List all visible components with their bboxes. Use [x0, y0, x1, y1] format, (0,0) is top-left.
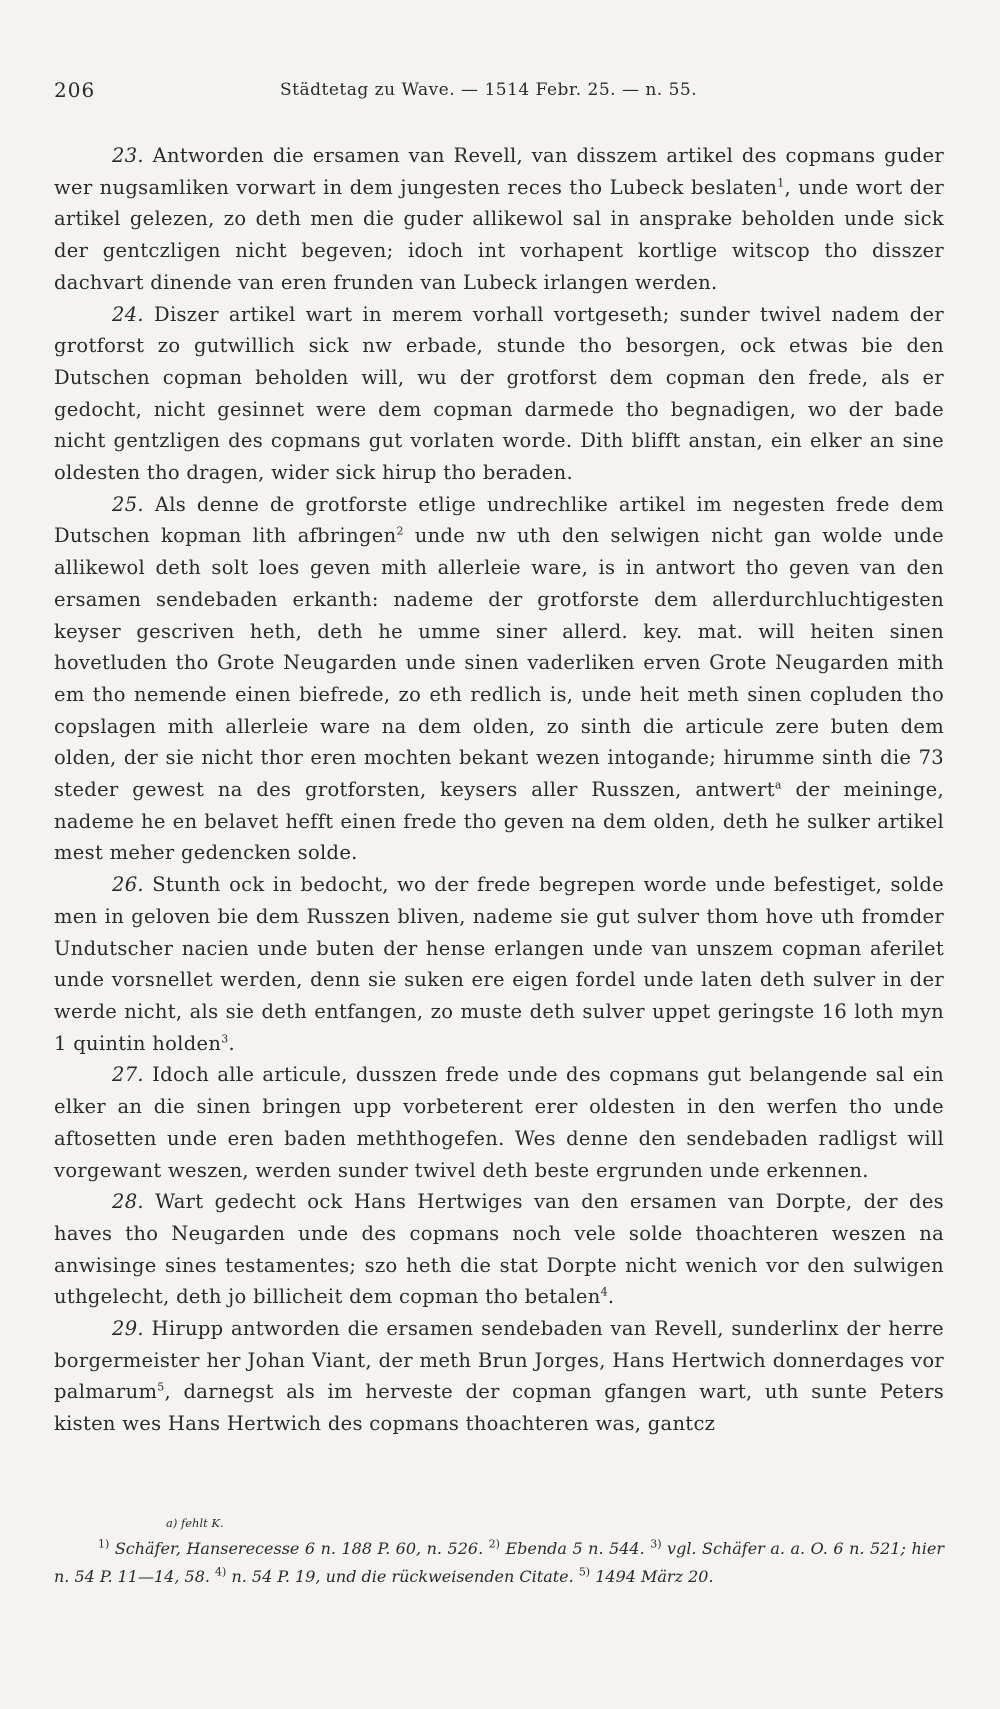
footnote-text: n. 54 P. 19, und die rückweisenden Citate.	[231, 1567, 579, 1586]
paragraph-text: Hirupp antworden die ersamen sendebaden van Revell, sunderlinx der herre borgermeister her Johan Viant, der meth Brun Jorges, Hans Hertwich donnerdages vor palmarum	[54, 1317, 945, 1404]
paragraph-number: 29.	[112, 1317, 144, 1341]
paragraph	[54, 489, 944, 869]
page-header	[54, 78, 944, 108]
paragraph-number: 28.	[112, 1190, 144, 1214]
footnote-marker: 4)	[215, 1565, 227, 1579]
paragraph-number: 24.	[112, 302, 144, 326]
paragraph-text: Idoch alle articule, dusszen frede unde des copmans gut belangende sal ein elker an die sinen bringen upp vorbeterent erer oldesten in den werfen tho unde aftosetten unde eren baden meththogefen. Wes denne den sendebaden radligst will vorgewant weszen, werden sunder twivel deth beste ergrunden unde erkennen.	[54, 1063, 944, 1182]
footnote-marker: 2	[396, 524, 404, 538]
paragraph-text: Stunth ock in bedocht, wo der frede begrepen worde unde befestiget, solde men in geloven bie dem Russzen bliven, nademe sie gut sulver thom hove uth fromder Undutscher nacien unde buten der hense erlangen unde van unszem copman aferilet unde vorsnellet werden, denn sie suken ere eigen fordel unde laten deth sulver in der werde nicht, als sie deth entfangen, zo muste deth sulver uppet geringste 16 loth myn 1 quintin holden	[54, 873, 944, 1055]
paragraph-text: der meininge, nademe he en belavet hefft einen frede tho geven na dem olden, deth he sulker artikel mest meher gedencken solde.	[54, 778, 944, 865]
main-text	[54, 140, 944, 1440]
paragraph-text: Wart gedecht ock Hans Hertwiges van den ersamen van Dorpte, der des haves tho Neugarden unde des copmans noch vele solde thoachteren weszen na anwisinge sines testamentes; szo heth die stat Dorpte nicht wenich vor den sulwigen uthgelecht, deth jo billicheit dem copman tho betalen	[54, 1190, 944, 1309]
paragraph-text: unde nw uth den selwigen nicht gan wolde unde allikewol deth solt loes geven mith allerleie ware, is in antwort tho geven van den ersamen sendebaden erkanth: nademe der grotforste dem allerdurchluchtigesten keyser gescriven heth, deth he umme siner allerd. key. mat. will heiten sinen hovetluden tho Grote Neugarden unde sinen vaderliken erven Grote Neugarden mith em tho nemende einen biefrede, zo eth redlich is, unde heit meth sinen copluden tho copslagen mith allerleie ware na dem olden, zo sinth die articule zere buten dem olden, der sie nicht thor eren mochten bekant wezen intogande; hirumme sinth die 73 steder gewest na des grotforsten, keysers aller Russzen, antwert	[54, 524, 944, 802]
paragraph-text: Antworden die ersamen van Revell, van disszem artikel des copmans guder wer nugsamliken vorwart in dem jungesten reces tho Lubeck beslaten	[54, 144, 944, 199]
footnote-text: Ebenda 5 n. 544.	[505, 1539, 651, 1558]
running-title: Städtetag zu Wave. — 1514 Febr. 25. — n. 55.	[280, 80, 698, 100]
footnote-marker: 2)	[488, 1537, 500, 1551]
footnote-marker: 5	[157, 1380, 165, 1394]
variant-footnote: a) fehlt K.	[166, 1516, 224, 1530]
paragraph-number: 25.	[112, 492, 144, 516]
footnote-marker: 5)	[578, 1565, 591, 1579]
paragraph	[54, 1186, 944, 1313]
paragraph	[54, 299, 944, 489]
paragraph-text: Als denne de grotforste etlige undrechlike artikel im negesten frede dem Dutschen kopman lith afbringen	[54, 492, 944, 548]
footnote-marker: 1	[777, 176, 785, 190]
paragraph-number: 26.	[112, 873, 144, 897]
paragraph	[54, 1313, 944, 1440]
page-number: 206	[54, 78, 96, 102]
footnote-marker: 4	[600, 1285, 608, 1299]
paragraph	[54, 869, 944, 1059]
footnote-text: 1494 März 20.	[595, 1567, 714, 1586]
footnote-marker: 1)	[98, 1537, 110, 1551]
footnote-text: vgl. Schäfer a. a. O. 6 n. 521; hier n. 54 P. 11—14, 58.	[54, 1539, 944, 1586]
footnote-marker: a	[774, 778, 782, 792]
footnote-list	[54, 1535, 944, 1591]
paragraph-text: .	[607, 1285, 615, 1309]
paragraph	[54, 140, 944, 299]
footnote-text: Schäfer, Hanserecesse 6 n. 188 P. 60, n. 526.	[114, 1539, 489, 1558]
footnotes	[54, 1511, 944, 1591]
paragraph	[54, 1059, 944, 1186]
paragraph-text: , unde wort der artikel gelezen, zo deth men die guder allikewol sal in ansprake beholden unde sick der gentczligen nicht begeven; idoch int vorhapent kortlige witscop tho disszer dachvart dinende van eren frunden van Lubeck irlangen werden.	[54, 175, 944, 294]
paragraph-number: 27.	[112, 1063, 144, 1087]
footnote-marker: 3)	[650, 1537, 662, 1551]
paragraph-text: .	[228, 1031, 236, 1055]
paragraph-number: 23.	[112, 144, 144, 167]
paragraph-text: , darnegst als im herveste der copman gfangen wart, uth sunte Peters kisten wes Hans Hertwich des copmans thoachteren was, gantcz	[54, 1380, 944, 1436]
footnote-marker: 3	[221, 1032, 229, 1046]
paragraph-text: Diszer artikel wart in merem vorhall vortgeseth; sunder twivel nadem der grotforst zo gutwillich sick nw erbade, stunde tho besorgen, ock etwas bie den Dutschen copman beholden will, wu der grotforst dem copman den frede, als er gedocht, nicht gesinnet were dem copman darmede tho begnadigen, wo der bade nicht gentzligen des copmans gut vorlaten worde. Dith blifft anstan, ein elker an sine oldesten tho dragen, wider sick hirup tho beraden.	[54, 302, 944, 485]
